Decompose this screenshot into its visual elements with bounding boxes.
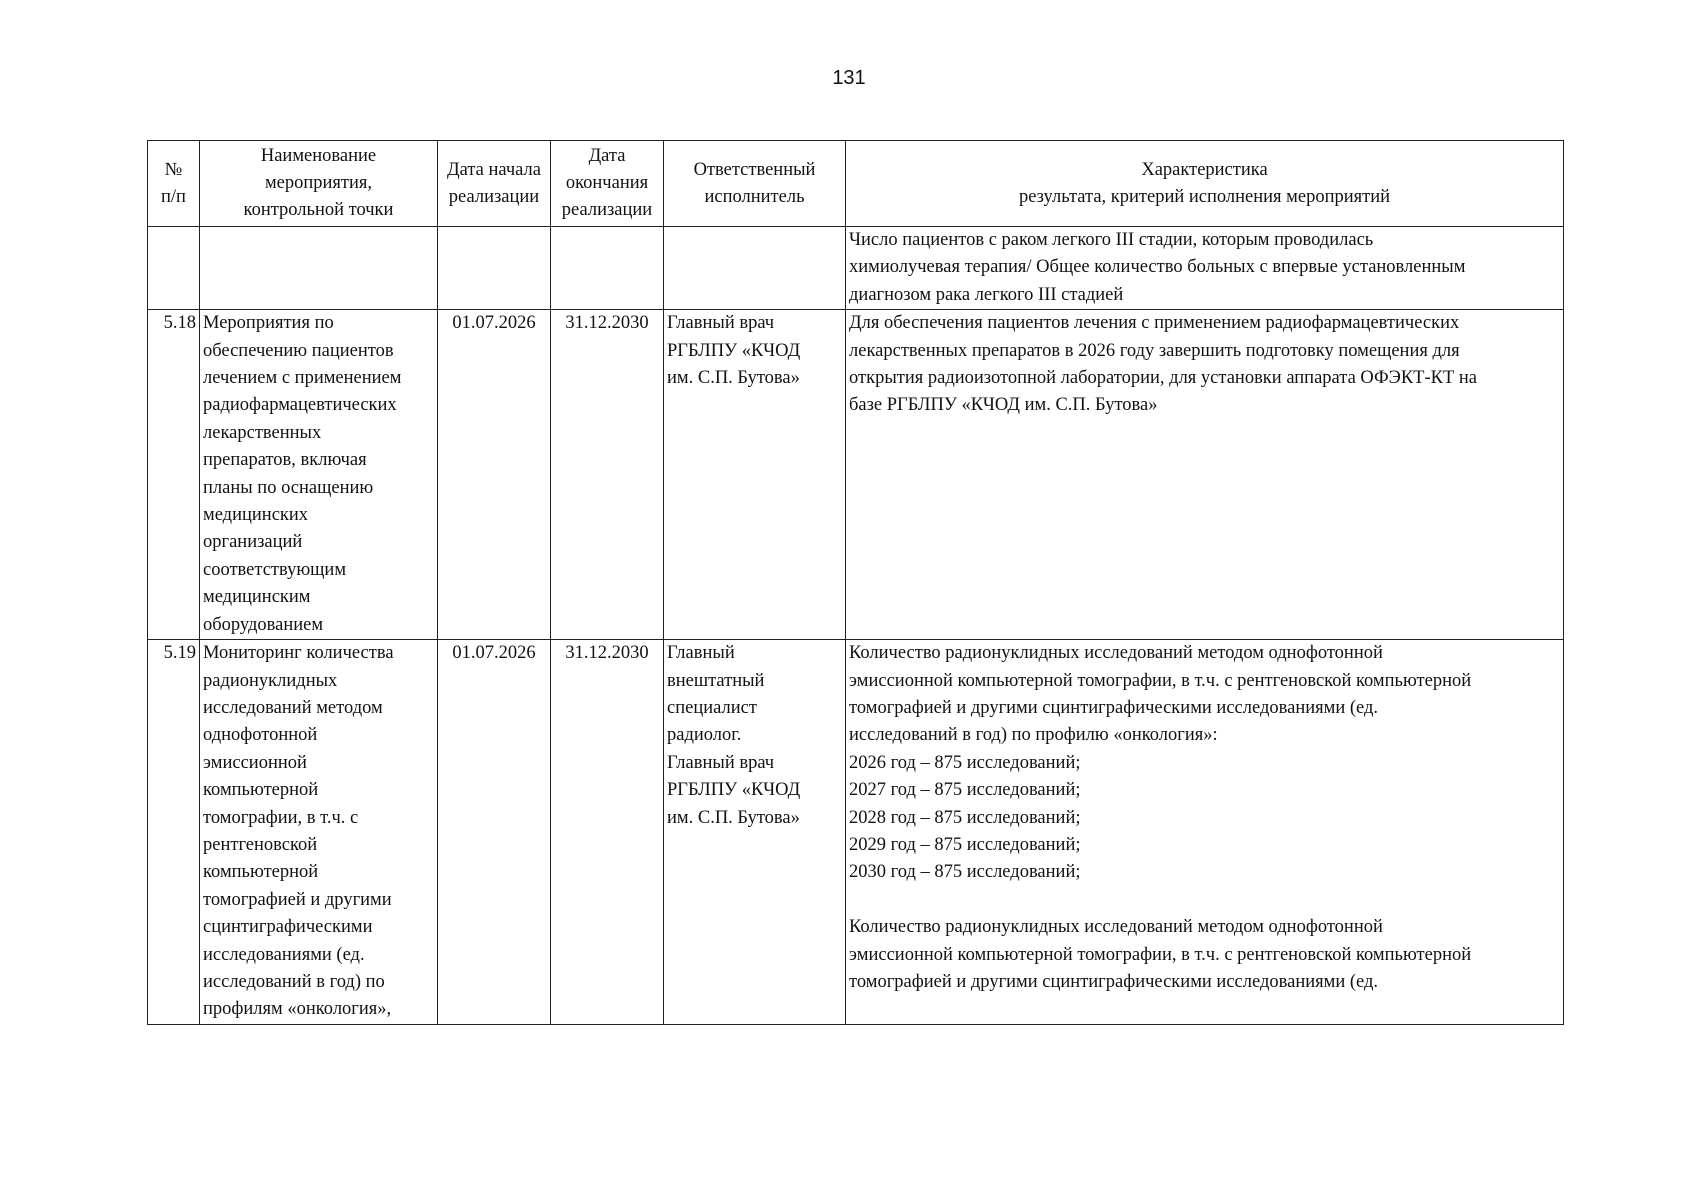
row-end-date: 31.12.2030: [565, 643, 649, 664]
header-responsible-line: исполнитель: [704, 186, 805, 207]
header-responsible-line: Ответственный: [693, 159, 816, 180]
name-line: томографией и другими: [203, 889, 392, 910]
header-characteristic-line: результата, критерий исполнения мероприятий: [1018, 186, 1391, 207]
row-start-date-cell: [438, 310, 551, 640]
header-name-line: Наименование: [260, 146, 377, 166]
header-characteristic-line: Характеристика: [1141, 159, 1268, 180]
row-characteristic-cell: [846, 640, 1564, 1025]
characteristic-spacer: [849, 887, 1560, 914]
row-end-date-cell: [551, 310, 664, 640]
name-line: обеспечению пациентов: [203, 340, 394, 361]
name-line: соответствующим: [203, 559, 347, 580]
characteristic-line: эмиссионной компьютерной томографии, в т.ч. с рентгеновской компьютерной: [849, 670, 1472, 691]
name-line: рентгеновской: [203, 834, 318, 855]
header-num-line: №: [164, 159, 183, 180]
row-characteristic-cell: [846, 227, 1564, 310]
characteristic-line: томографией и другими сцинтиграфическими исследованиями (ед.: [849, 697, 1379, 718]
row-number-cell: [148, 640, 200, 1025]
responsible-line: радиолог.: [667, 725, 742, 746]
responsible-line: им. С.П. Бутова»: [667, 807, 800, 828]
characteristic-line: Количество радионуклидных исследований методом однофотонной: [849, 917, 1383, 938]
row-start-date-cell: [438, 640, 551, 1025]
header-num-line: п/п: [161, 186, 186, 207]
responsible-line: внештатный: [667, 670, 765, 691]
header-start-line: Дата начала: [447, 159, 541, 180]
characteristic-line: 2026 год – 875 исследований;: [849, 752, 1081, 773]
name-line: оборудованием: [203, 614, 324, 635]
characteristic-line: Количество радионуклидных исследований методом однофотонной: [849, 643, 1383, 664]
row-name-cell: [200, 310, 438, 640]
row-number: 5.19: [163, 643, 196, 664]
row-name-cell: [200, 227, 438, 310]
header-num: [148, 141, 200, 227]
header-characteristic: [846, 141, 1564, 227]
header-responsible: [664, 141, 846, 227]
row-end-date-cell: [551, 227, 664, 310]
name-line: радионуклидных: [203, 670, 338, 691]
name-line: компьютерной: [203, 862, 319, 883]
row-number-cell: [148, 227, 200, 310]
row-end-date: 31.12.2030: [565, 313, 649, 334]
characteristic-line: 2028 год – 875 исследований;: [849, 807, 1081, 828]
header-name-line: мероприятия,: [264, 173, 373, 193]
row-number: 5.18: [163, 313, 196, 334]
row-responsible-cell: [664, 640, 846, 1025]
row-start-date: 01.07.2026: [452, 313, 536, 334]
characteristic-line: лекарственных препаратов в 2026 году завершить подготовку помещения для: [849, 340, 1460, 361]
header-name: [200, 141, 438, 227]
page-number: 131: [832, 67, 866, 89]
name-line: препаратов, включая: [203, 450, 367, 471]
name-line: исследований в год) по: [203, 971, 385, 992]
row-name-cell: [200, 640, 438, 1025]
characteristic-line: исследований в год) по профилю «онкология»:: [849, 725, 1218, 746]
responsible-line: РГБЛПУ «КЧОД: [667, 340, 801, 361]
characteristic-line: Для обеспечения пациентов лечения с применением радиофармацевтических: [849, 313, 1460, 334]
characteristic-line: 2030 год – 875 исследований;: [849, 862, 1081, 883]
name-line: медицинских: [203, 505, 309, 526]
name-line: эмиссионной: [203, 752, 307, 773]
name-line: радиофармацевтических: [203, 395, 397, 416]
table-header-row: [148, 141, 1564, 227]
responsible-line: Главный: [667, 643, 735, 664]
table-row: [148, 310, 1564, 640]
name-line: томографии, в т.ч. с: [203, 807, 359, 828]
header-end-line: Дата: [588, 146, 626, 166]
characteristic-line: 2029 год – 875 исследований;: [849, 834, 1081, 855]
responsible-line: РГБЛПУ «КЧОД: [667, 780, 801, 801]
row-characteristic-cell: [846, 310, 1564, 640]
name-line: планы по оснащению: [203, 477, 374, 498]
name-line: профилям «онкология»,: [203, 999, 392, 1020]
row-number-cell: [148, 310, 200, 640]
row-start-date: 01.07.2026: [452, 643, 536, 664]
characteristic-line: диагнозом рака легкого III стадией: [849, 284, 1124, 305]
header-start-line: реализации: [448, 186, 540, 207]
characteristic-line: томографией и другими сцинтиграфическими исследованиями (ед.: [849, 971, 1379, 992]
activities-table: [147, 140, 1564, 1025]
responsible-line: им. С.П. Бутова»: [667, 368, 800, 389]
header-start-date: [438, 141, 551, 227]
header-name-line: контрольной точки: [243, 200, 394, 220]
responsible-line: Главный врач: [667, 752, 775, 773]
characteristic-line: эмиссионной компьютерной томографии, в т.ч. с рентгеновской компьютерной: [849, 944, 1472, 965]
name-line: лечением с применением: [203, 368, 402, 389]
name-line: исследованиями (ед.: [203, 944, 365, 965]
name-line: сцинтиграфическими: [203, 917, 373, 938]
row-responsible-cell: [664, 227, 846, 310]
responsible-line: специалист: [667, 697, 757, 718]
characteristic-line: базе РГБЛПУ «КЧОД им. С.П. Бутова»: [849, 395, 1158, 416]
header-end-line: окончания: [565, 173, 649, 193]
characteristic-line: химиолучевая терапия/ Общее количество больных с впервые установленным: [849, 257, 1466, 278]
row-start-date-cell: [438, 227, 551, 310]
name-line: исследований методом: [203, 697, 383, 718]
name-line: Мониторинг количества: [203, 643, 394, 664]
characteristic-line: Число пациентов с раком легкого III стадии, которым проводилась: [849, 230, 1374, 250]
characteristic-line: 2027 год – 875 исследований;: [849, 780, 1081, 801]
characteristic-line: открытия радиоизотопной лаборатории, для установки аппарата ОФЭКТ-КТ на: [849, 368, 1478, 389]
responsible-line: Главный врач: [667, 313, 775, 334]
name-line: организаций: [203, 532, 303, 553]
table-row: [148, 227, 1564, 310]
header-end-date: [551, 141, 664, 227]
row-end-date-cell: [551, 640, 664, 1025]
header-end-line: реализации: [561, 200, 653, 220]
name-line: медицинским: [203, 587, 311, 608]
name-line: однофотонной: [203, 725, 318, 746]
row-responsible-cell: [664, 310, 846, 640]
name-line: Мероприятия по: [203, 313, 334, 334]
name-line: компьютерной: [203, 780, 319, 801]
name-line: лекарственных: [203, 422, 322, 443]
table-row: [148, 640, 1564, 1025]
